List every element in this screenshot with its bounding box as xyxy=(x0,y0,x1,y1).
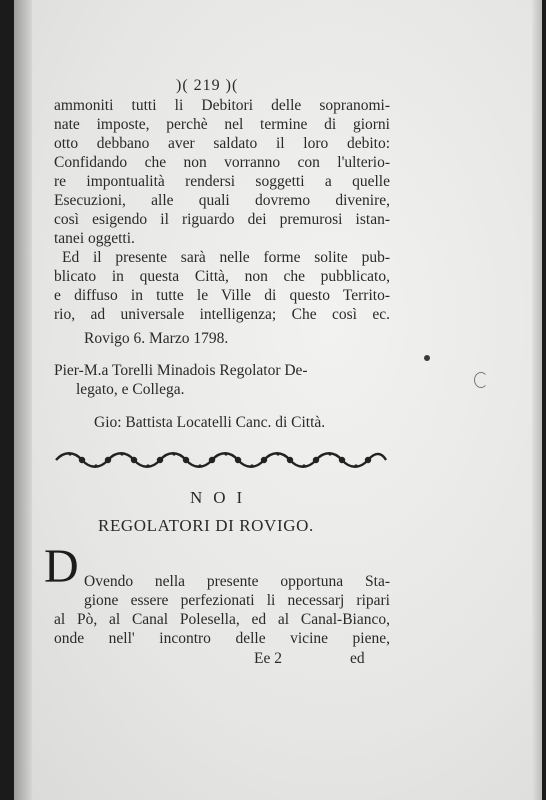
page-edge xyxy=(532,0,542,800)
text-line: otto debbano aver saldato il loro debito: xyxy=(54,135,390,152)
signature-line: Gio: Battista Locatelli Canc. di Città. xyxy=(94,414,326,431)
text-line: Ovendo nella presente opportuna Sta- xyxy=(84,573,390,590)
text-line: re impontualità rendersi soggetti a quelle xyxy=(54,173,390,190)
catchword: ed xyxy=(350,650,365,667)
signature-mark: Ee 2 xyxy=(254,650,282,667)
text-line: nate imposte, perchè nel termine di giorni xyxy=(54,116,390,133)
binding-gutter xyxy=(14,0,32,800)
section-subheading: REGOLATORI DI ROVIGO. xyxy=(98,516,314,535)
signature-line: legato, e Collega. xyxy=(76,381,185,398)
drop-cap: D xyxy=(44,540,79,593)
page-number-header: )( 219 )( xyxy=(176,77,239,94)
text-line: tanei oggetti. xyxy=(54,230,135,247)
text-line: Esecuzioni, alle quali dovremo divenire, xyxy=(54,192,390,209)
text-line: così esigendo il riguardo dei premurosi istan- xyxy=(54,211,390,228)
book-page xyxy=(14,0,542,800)
section-heading: NOI xyxy=(190,488,254,507)
text-line: gione essere perfezionati li necessarj ripari xyxy=(84,592,390,609)
paper-stain xyxy=(424,355,430,361)
paper-stain xyxy=(474,372,488,388)
decorative-border xyxy=(52,449,390,471)
signature-line: Pier-M.a Torelli Minadois Regolator De- xyxy=(54,362,308,379)
text-line: rio, ad universale intelligenza; Che così ec. xyxy=(54,306,390,323)
text-line: ammoniti tutti li Debitori delle sopranomi- xyxy=(54,97,390,114)
text-line: Confidando che non vorranno con l'ulterio- xyxy=(54,154,390,171)
text-line: onde nell' incontro delle vicine piene, xyxy=(54,630,390,647)
text-line: e diffuso in tutte le Ville di questo Territo- xyxy=(54,287,390,304)
date-line: Rovigo 6. Marzo 1798. xyxy=(84,330,229,347)
text-line: al Pò, al Canal Polesella, ed al Canal-Bianco, xyxy=(54,611,390,628)
text-line: Ed il presente sarà nelle forme solite pub- xyxy=(62,249,390,266)
text-line: blicato in questa Città, non che pubblicato, xyxy=(54,268,390,285)
